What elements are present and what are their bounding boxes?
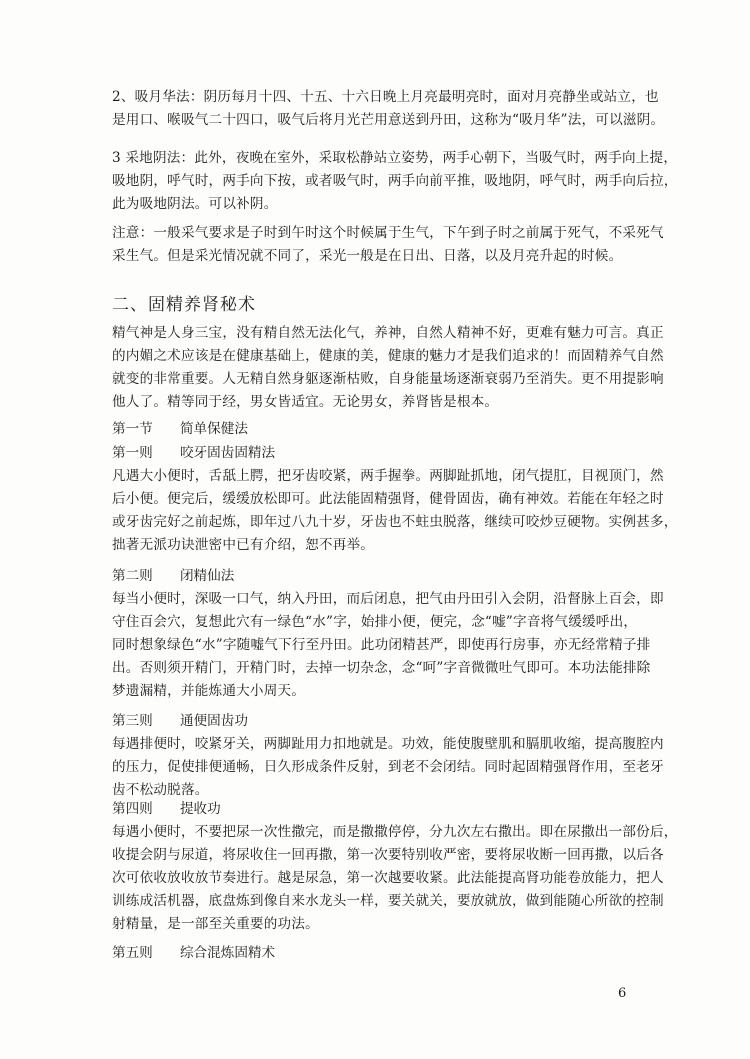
heading-text: 第一节 简单保健法: [112, 421, 248, 437]
text-line: 2、吸月华法：阴历每月十四、十五、十六日晚上月亮最明亮时，面对月亮静坐或站立，也: [112, 89, 659, 105]
text-line: 每遇小便时，不要把尿一次性撒完，而是撒撒停停，分九次左右撒出。即在尿撒出一部份后，: [112, 824, 678, 840]
rule-heading: 第五则 综合混炼固精术: [112, 945, 276, 961]
text-line: 或牙齿完好之前起炼，即年过八九十岁，牙齿也不蛀虫脱落，继续可咬炒豆硬物。实例甚多，: [112, 514, 678, 530]
text-line: 射精量，是一部至关重要的功法。: [112, 916, 319, 932]
text-line: 是用口、喉吸气二十四口，吸气后将月光芒用意送到丹田，这称为“吸月华”法，可以滋阴。: [112, 112, 665, 128]
rule-3: [112, 710, 664, 802]
paragraph-note: [112, 222, 664, 268]
text-line: 3 采地阴法：此外，夜晚在室外，采取松静站立姿势，两手心朝下，当吸气时，两手向上提，: [112, 150, 678, 166]
text-line: 收提会阴与尿道，将尿收住一回再撒，第一次要特别收严密，要将尿收断一回再撒，以后各: [112, 847, 664, 863]
text-line: 训练成活机器，底盘炼到像自来水龙头一样，要关就关，要放就放，做到能随心所欲的控制: [112, 893, 664, 909]
rule-heading: 第三则 通便固齿功: [112, 713, 248, 729]
text-line: 齿不松动脱落。: [112, 782, 209, 798]
rule-heading: 第一则 咬牙固齿固精法: [112, 445, 276, 461]
text-line: 此为吸地阴法。可以补阴。: [112, 196, 278, 212]
page-number: 6: [618, 986, 627, 1001]
text-line: 每当小便时，深吸一口气，纳入丹田，而后闭息，把气由丹田引入会阴，沿督脉上百会，即: [112, 591, 664, 607]
rule-heading: 第四则 提收功: [112, 801, 221, 817]
text-line: 后小便。便完后，缓缓放松即可。此法能固精强肾，健骨固齿，确有神效。若能在年轻之时: [112, 491, 664, 507]
text-line: 吸地阴，呼气时，两手向下按，或者吸气时，两手向前平推，吸地阴，呼气时，两手向后拉，: [112, 173, 678, 189]
text-line: 同时想象绿色“水”字随嘘气下行至丹田。此功闭精甚严，即使再行房事，亦无经常精子排: [112, 637, 651, 653]
text-line: 就变的非常重要。人无精自然身躯逐渐枯败，自身能量场逐渐衰弱乃至消失。更不用提影响: [112, 371, 664, 387]
rule-4: [112, 798, 678, 936]
rule-5: [112, 942, 642, 965]
text-line: 拙著无派功诀泄密中已有介绍，恕不再举。: [112, 537, 375, 553]
text-line: 凡遇大小便时，舌舐上腭，把牙齿咬紧，两手握拳。两脚趾抓地，闭气提肛，目视顶门，然: [112, 468, 664, 484]
text-line: 他人了。精等同于经，男女皆适宜。无论男女，养肾皆是根本。: [112, 394, 499, 410]
text-line: 梦遗漏精，并能炼通大小周天。: [112, 683, 306, 699]
text-line: 每遇排便时，咬紧牙关，两脚趾用力扣地就是。功效，能使腹壁肌和膈肌收缩，提高腹腔内: [112, 736, 664, 752]
paragraph-earth-yin: [112, 147, 678, 216]
subsection-heading: [112, 418, 642, 441]
text-line: 守住百会穴，复想此穴有一绿色“水”字，始排小便，便完，念“嘘”字音将气缓缓呼出，: [112, 614, 638, 630]
paragraph-intro: [112, 322, 664, 414]
text-line: 次可依收放收放节奏进行。越是尿急，第一次越要收紧。此法能提高肾功能卷放能力，把人: [112, 870, 664, 886]
section-heading: 二、固精养肾秘术: [112, 295, 256, 315]
text-line: 的压力，促使排便通畅，日久形成条件反射，到老不会闭结。同时起固精强肾作用，至老牙: [112, 759, 664, 775]
text-line: 注意：一般采气要求是子时到午时这个时候属于生气，下午到子时之前属于死气，不采死气: [112, 225, 664, 241]
text-line: 精气神是人身三宝，没有精自然无法化气，养神，自然人精神不好，更难有魅力可言。真正: [112, 325, 664, 341]
text-line: 出。否则须开精门，开精门时，去掉一切杂念，念“呵”字音微微吐气即可。本功法能排除: [112, 660, 651, 676]
rule-1: [112, 442, 678, 557]
text-line: 采生气。但是采光情况就不同了，采光一般是在日出、日落，以及月亮升起的时候。: [112, 248, 623, 264]
paragraph-moon-essence: [112, 86, 665, 132]
rule-2: [112, 565, 664, 703]
rule-heading: 第二则 闭精仙法: [112, 568, 235, 584]
text-line: 的内媚之术应该是在健康基础上，健康的美，健康的魅力才是我们追求的！而固精养气自然: [112, 348, 664, 364]
